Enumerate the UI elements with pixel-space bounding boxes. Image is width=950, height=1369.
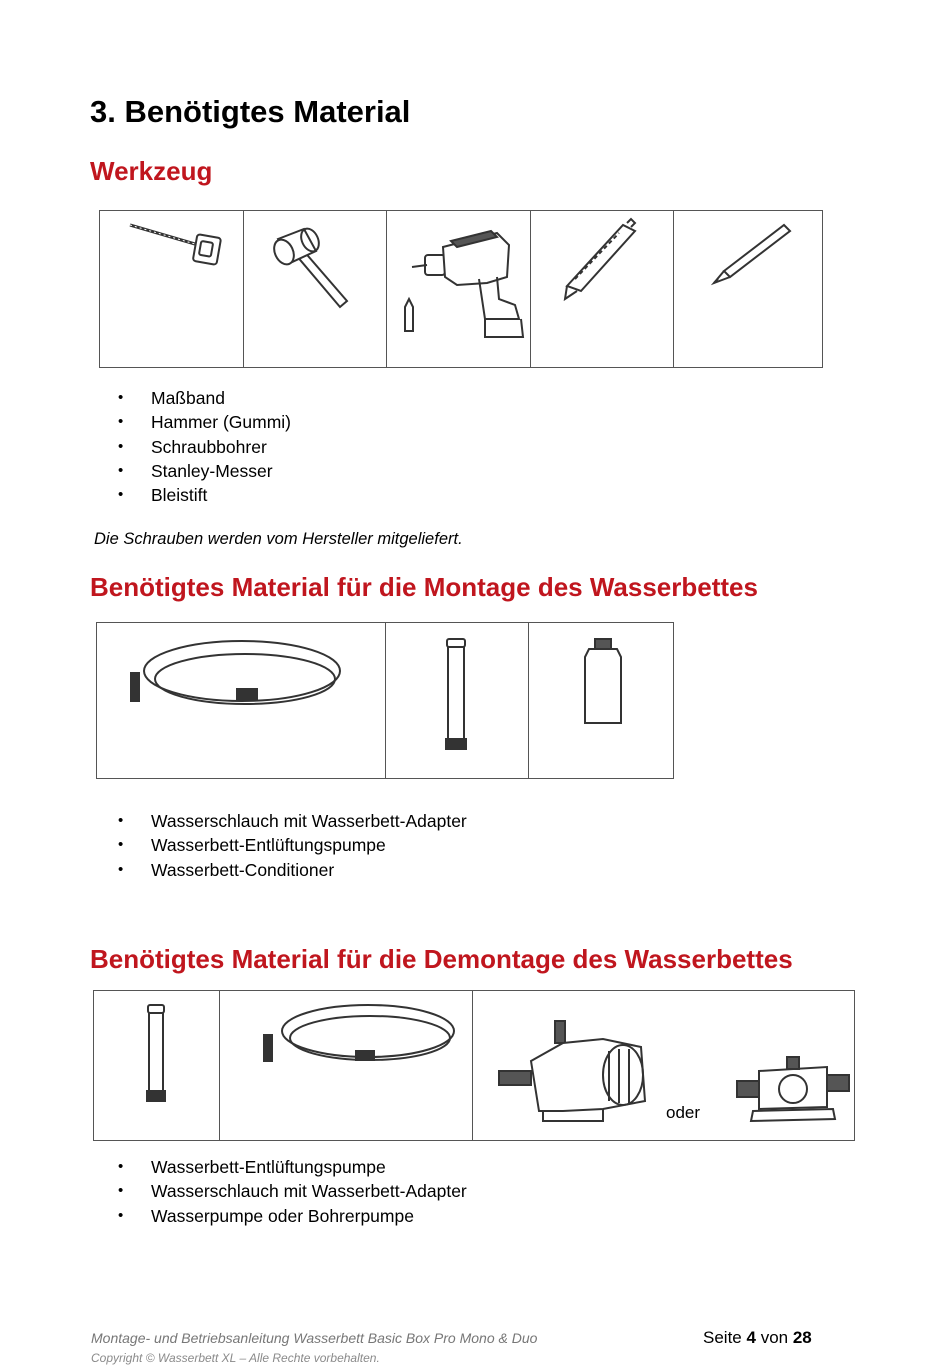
hose-cell bbox=[97, 623, 386, 778]
drill-cell bbox=[387, 211, 531, 367]
footer-copyright: Copyright © Wasserbett XL – Alle Rechte vorbehalten. bbox=[91, 1351, 380, 1365]
air-pump-icon bbox=[386, 623, 529, 777]
hammer-cell bbox=[244, 211, 388, 367]
pumps-cell bbox=[473, 991, 854, 1140]
list-item: • Wasserbett-Entlüftungspumpe bbox=[90, 833, 467, 857]
airpump-cell bbox=[386, 623, 529, 778]
page-number bbox=[703, 1328, 812, 1348]
pencil-cell bbox=[674, 211, 822, 367]
utility-knife-icon bbox=[531, 211, 675, 366]
page-total: 28 bbox=[792, 1328, 812, 1347]
conditioner-bottle-icon bbox=[529, 623, 672, 777]
screws-note: Die Schrauben werden vom Hersteller mitgeliefert. bbox=[94, 530, 463, 548]
page-current: 4 bbox=[746, 1328, 756, 1347]
list-item: • Wasserschlauch mit Wasserbett-Adapter bbox=[90, 1179, 467, 1203]
section-heading-montage: Benötigtes Material für die Montage des Wasserbettes bbox=[90, 572, 758, 602]
page-title: 3. Benötigtes Material bbox=[90, 94, 411, 129]
conditioner-cell bbox=[529, 623, 672, 778]
drill-pump-icon bbox=[723, 991, 863, 1139]
demontage-list bbox=[90, 1155, 467, 1228]
montage-image-table bbox=[96, 622, 674, 779]
list-item: • Schraubbohrer bbox=[90, 435, 291, 459]
list-item: • Maßband bbox=[90, 386, 291, 410]
list-item: • Bleistift bbox=[90, 483, 291, 507]
tape-measure-icon bbox=[100, 211, 244, 366]
tape-measure-cell bbox=[100, 211, 244, 367]
water-hose-icon bbox=[97, 623, 386, 777]
demontage-image-table bbox=[93, 990, 855, 1141]
screwdriver-drill-icon bbox=[387, 211, 531, 366]
werkzeug-image-table bbox=[99, 210, 823, 368]
oder-label: oder bbox=[666, 1103, 701, 1122]
section-heading-demontage: Benötigtes Material für die Demontage des Wasserbettes bbox=[90, 944, 793, 974]
air-pump-icon bbox=[94, 991, 220, 1139]
page-prefix: Seite bbox=[703, 1328, 742, 1347]
section-heading-werkzeug: Werkzeug bbox=[90, 156, 213, 186]
footer-manual-title: Montage- und Betriebsanleitung Wasserbett Basic Box Pro Mono & Duo bbox=[91, 1330, 538, 1346]
list-item: • Wasserpumpe oder Bohrerpumpe bbox=[90, 1204, 467, 1228]
page-separator: von bbox=[760, 1328, 789, 1347]
pencil-icon bbox=[674, 211, 822, 366]
rubber-hammer-icon bbox=[244, 211, 388, 366]
water-hose-icon bbox=[220, 991, 473, 1139]
knife-cell bbox=[531, 211, 675, 367]
hose-cell bbox=[220, 991, 473, 1140]
list-item: • Wasserschlauch mit Wasserbett-Adapter bbox=[90, 809, 467, 833]
list-item: • Wasserbett-Conditioner bbox=[90, 858, 467, 882]
werkzeug-list bbox=[90, 386, 291, 507]
list-item: • Stanley-Messer bbox=[90, 459, 291, 483]
airpump-cell bbox=[94, 991, 220, 1140]
list-item: • Wasserbett-Entlüftungspumpe bbox=[90, 1155, 467, 1179]
list-item: • Hammer (Gummi) bbox=[90, 410, 291, 434]
electric-water-pump-icon bbox=[473, 991, 663, 1139]
montage-list bbox=[90, 809, 467, 882]
